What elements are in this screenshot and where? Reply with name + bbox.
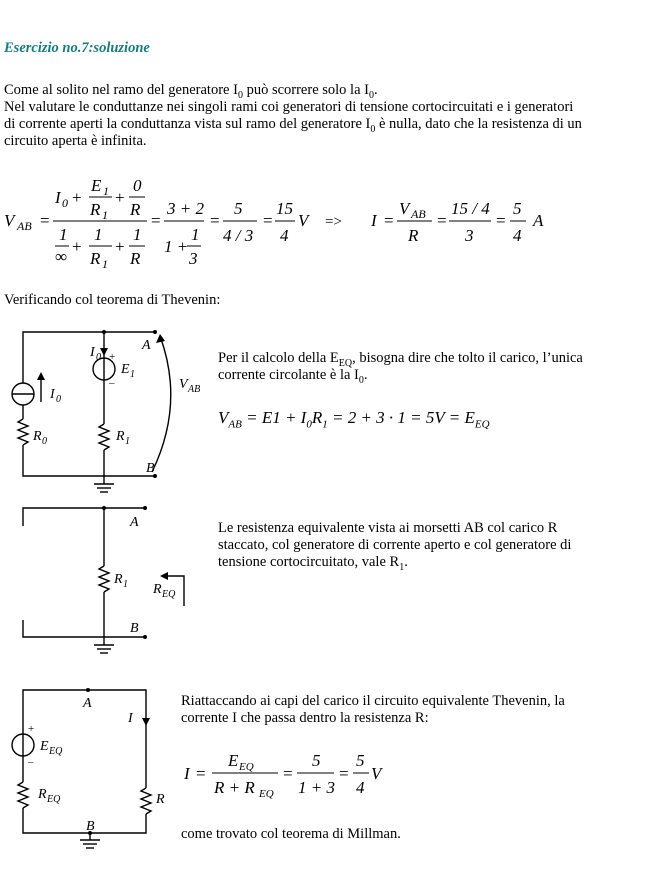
svg-text:1: 1 <box>125 436 130 447</box>
svg-text:=: = <box>384 211 394 230</box>
svg-text:+: + <box>109 351 116 363</box>
svg-text:AB: AB <box>188 384 200 395</box>
svg-text:1 +: 1 + <box>164 237 189 256</box>
svg-text:I: I <box>128 711 133 726</box>
svg-text:V: V <box>371 764 382 783</box>
svg-text:E: E <box>228 751 239 770</box>
svg-text:=: = <box>210 211 220 230</box>
svg-text:E: E <box>91 176 102 195</box>
intro-line-2: Nel valutare le conduttanze nei singoli rami coi generatori di tensione cortocircuitati e i generatori <box>4 99 574 115</box>
svg-text:4: 4 <box>356 778 365 797</box>
svg-text:V: V <box>399 199 410 218</box>
svg-text:EQ: EQ <box>47 794 61 805</box>
svg-text:A: A <box>533 211 544 230</box>
svg-text:=: = <box>151 211 161 230</box>
svg-text:I: I <box>371 211 377 230</box>
svg-text:1: 1 <box>123 579 128 590</box>
svg-text:EQ: EQ <box>162 589 176 600</box>
svg-text:B: B <box>146 461 155 476</box>
svg-text:R: R <box>33 429 42 444</box>
svg-text:–: – <box>109 377 115 389</box>
svg-text:1: 1 <box>103 184 109 198</box>
svg-text:=>: => <box>325 214 342 230</box>
svg-text:=: = <box>283 764 293 783</box>
svg-text:EQ: EQ <box>49 746 63 757</box>
svg-text:A: A <box>130 515 139 530</box>
eeq-formula: $V_{AB} = E1 + I_0R_1 = 2 + 3 \cdot 1 = 5V = E_{EQ}$ <box>218 408 490 431</box>
svg-text:+: + <box>72 188 82 207</box>
circuit-1 <box>0 322 200 497</box>
svg-text:V: V <box>4 211 15 230</box>
svg-text:∞: ∞ <box>55 247 68 266</box>
final-text-line-2: corrente I che passa dentro la resistenza R: <box>181 710 429 726</box>
svg-text:R: R <box>114 572 123 587</box>
svg-text:5: 5 <box>234 199 243 218</box>
svg-text:I: I <box>90 345 95 360</box>
svg-text:AB: AB <box>411 207 426 221</box>
svg-text:3 + 2: 3 + 2 <box>167 199 204 218</box>
svg-text:R: R <box>116 429 125 444</box>
svg-text:R: R <box>156 792 165 807</box>
svg-text:1: 1 <box>130 369 135 380</box>
svg-text:1: 1 <box>133 225 142 244</box>
svg-text:EQ: EQ <box>239 761 254 773</box>
svg-text:4 / 3: 4 / 3 <box>223 226 254 245</box>
svg-text:+: + <box>115 237 125 256</box>
svg-text:0: 0 <box>42 436 47 447</box>
svg-text:=: = <box>339 764 349 783</box>
svg-text:=: = <box>496 211 506 230</box>
svg-text:B: B <box>86 819 95 834</box>
svg-text:I: I <box>184 764 190 783</box>
svg-text:0: 0 <box>56 394 61 405</box>
svg-text:R: R <box>153 582 162 597</box>
svg-text:R: R <box>408 226 419 245</box>
svg-text:15: 15 <box>276 199 293 218</box>
svg-text:3: 3 <box>189 249 198 268</box>
svg-text:R + R: R + R <box>214 778 255 797</box>
svg-text:=: = <box>263 211 273 230</box>
svg-text:R: R <box>38 787 47 802</box>
svg-text:E: E <box>121 362 130 377</box>
eeq-text-line-2: corrente circolante è la $I_0$. <box>218 367 368 386</box>
svg-text:E: E <box>40 739 49 754</box>
req-text-line-2: staccato, col generatore di corrente aperto e col generatore di <box>218 537 572 553</box>
final-text-line-1: Riattaccando ai capi del carico il circuito equivalente Thevenin, la <box>181 693 565 709</box>
svg-text:I: I <box>50 387 55 402</box>
svg-text:0: 0 <box>96 352 101 363</box>
svg-text:AB: AB <box>17 219 32 233</box>
svg-text:+: + <box>72 237 82 256</box>
svg-text:R: R <box>90 249 101 268</box>
svg-text:1: 1 <box>102 257 108 271</box>
svg-text:4: 4 <box>513 226 522 245</box>
req-text-line-1: Le resistenza equivalente vista ai morsetti AB col carico R <box>218 520 558 536</box>
svg-text:1: 1 <box>102 208 108 222</box>
intro-line-1: Come al solito nel ramo del generatore $I_0$ può scorrere solo la $I_0$. <box>4 82 378 101</box>
svg-text:0: 0 <box>133 176 142 195</box>
intro-line-3: di corrente aperti la conduttanza vista sul ramo del generatore $I_0$ è nulla, dato che la resistenza di un <box>4 116 582 135</box>
svg-text:R: R <box>130 200 141 219</box>
svg-text:I: I <box>55 188 61 207</box>
svg-text:R: R <box>130 249 141 268</box>
svg-text:B: B <box>130 621 139 636</box>
svg-text:3: 3 <box>465 226 474 245</box>
thevenin-heading: Verificando col teorema di Thevenin: <box>4 292 221 308</box>
svg-text:A: A <box>142 338 151 353</box>
final-formula <box>176 742 436 802</box>
svg-text:=: = <box>437 211 447 230</box>
svg-text:–: – <box>28 756 34 768</box>
svg-text:V: V <box>298 211 309 230</box>
circuit-2 <box>0 502 200 662</box>
svg-text:5: 5 <box>356 751 365 770</box>
svg-text:+: + <box>115 188 125 207</box>
svg-text:=: = <box>196 764 206 783</box>
req-text-line-3: tensione cortocircuitato, vale $R_1$. <box>218 554 408 573</box>
svg-text:5: 5 <box>513 199 522 218</box>
svg-text:R: R <box>90 200 101 219</box>
svg-text:1 + 3: 1 + 3 <box>298 778 335 797</box>
svg-text:0: 0 <box>62 196 68 210</box>
svg-text:EQ: EQ <box>259 788 274 800</box>
svg-text:=: = <box>40 211 50 230</box>
intro-line-4: circuito aperta è infinita. <box>4 133 147 149</box>
svg-text:15 / 4: 15 / 4 <box>451 199 490 218</box>
svg-text:1: 1 <box>191 225 200 244</box>
svg-text:1: 1 <box>59 225 68 244</box>
svg-text:1: 1 <box>94 225 103 244</box>
page-title: Esercizio no.7:soluzione <box>4 40 150 56</box>
svg-text:V: V <box>179 377 188 392</box>
svg-text:4: 4 <box>280 226 289 245</box>
circuit-3 <box>0 680 180 860</box>
svg-text:A: A <box>83 696 92 711</box>
closing-text: come trovato col teorema di Millman. <box>181 826 401 842</box>
svg-text:5: 5 <box>312 751 321 770</box>
eeq-text-line-1: Per il calcolo della $E_{EQ}$, bisogna dire che tolto il carico, l’unica <box>218 350 583 369</box>
svg-text:+: + <box>28 723 35 735</box>
millman-formula <box>0 170 666 275</box>
